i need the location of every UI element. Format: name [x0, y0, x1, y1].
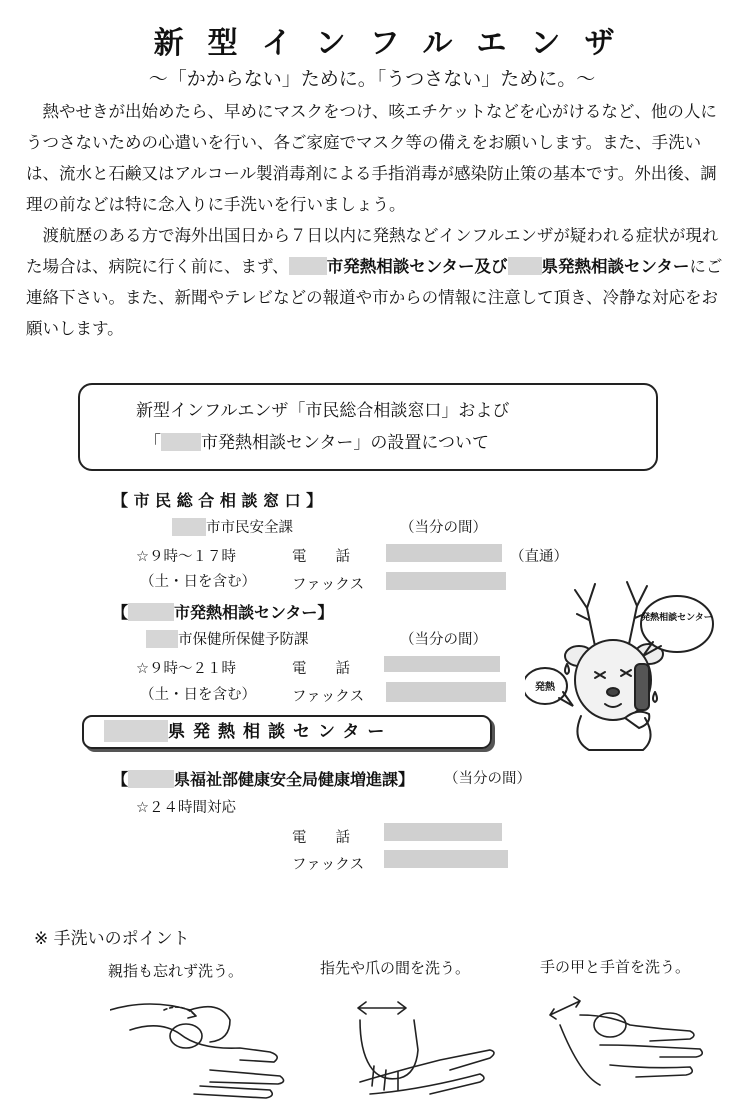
intro-text-1: 熱やせきが出始めたら、早めにマスクをつけ、咳エチケットなどを心がけるなど、他の人にうつさないための心遣いを行い、各ご家庭でマスク等の備えをお願いします。また、手洗いは、流水と石鹸又はアルコール製消毒剤による手指消毒が感染防止策の基本です。外出後、調理の前などは特に念入りに手洗いを行いましょう。 — [26, 102, 717, 214]
notice-line-1: 新型インフルエンザ「市民総合相談窓口」および — [136, 401, 510, 421]
section1-phone-note: （直通） — [510, 549, 568, 565]
fingertip-wash-illustration — [330, 990, 500, 1100]
section3-period: （当分の間） — [444, 771, 531, 787]
section3-fax-label: ファックス — [292, 857, 365, 873]
section1-phone-label: 電 話 — [292, 549, 350, 565]
section3-hours: ☆２４時間対応 — [136, 800, 236, 816]
pref-center-box: 県発熱相談センター — [82, 715, 492, 749]
section1-hours: ☆９時～１７時 — [136, 549, 236, 565]
section3-phone-label: 電 話 — [292, 830, 350, 846]
section2-period: （当分の間） — [400, 632, 487, 648]
section1-phone-redacted — [386, 544, 502, 562]
thumb-wash-illustration — [110, 990, 290, 1100]
section1-fax-redacted — [386, 572, 506, 590]
handwash-caption-2: 指先や爪の間を洗う。 — [320, 959, 471, 977]
deer-mascot-illustration — [525, 568, 725, 758]
mascot-bubble-left: 発熱 — [535, 682, 555, 693]
intro-paragraph-2 — [26, 220, 726, 344]
section2-fax-redacted — [386, 682, 506, 702]
mascot-bubble-right: 発熱相談センター — [641, 612, 713, 622]
section2-heading: 【 市発熱相談センター】 — [112, 603, 334, 622]
page-subtitle: ～「かからない」ために。「うつさない」ために。～ — [148, 68, 596, 90]
handwash-caption-3: 手の甲と手首を洗う。 — [540, 958, 691, 976]
section1-days: （土・日を含む） — [140, 574, 256, 590]
section3-phone-redacted — [384, 823, 502, 841]
section1-heading: 【 市 民 総 合 相 談 窓 口 】 — [112, 491, 323, 510]
section2-fax-label: ファックス — [292, 689, 365, 705]
section2-dept: 市保健所保健予防課 — [146, 628, 309, 649]
intro-text-2: 渡航歴のある方で海外出国日から７日以内に発熱などインフルエンザが疑われる症状が現れた場合は、病院に行く前に、まず、 市発熱相談センター及び 県発熱相談センターにご連絡下さい。また、新聞やテレビなどの報道や市からの情報に注意して頂き、冷静な対応をお願いします。 — [26, 226, 723, 338]
section1-fax-label: ファックス — [292, 577, 365, 593]
section3-fax-redacted — [384, 850, 508, 868]
section3-heading: 【 県福祉部健康安全局健康増進課】 — [112, 770, 415, 789]
section2-days: （土・日を含む） — [140, 687, 256, 703]
redacted-pref — [508, 257, 542, 275]
redacted-city — [289, 257, 327, 275]
notice-box — [78, 383, 658, 471]
section2-hours: ☆９時～２１時 — [136, 661, 236, 677]
section1-dept: 市市民安全課 — [172, 516, 293, 537]
section1-period: （当分の間） — [400, 520, 487, 536]
section2-phone-redacted — [384, 656, 500, 672]
handwash-title: ※ 手洗いのポイント — [34, 929, 190, 949]
section2-phone-label: 電 話 — [292, 661, 350, 677]
notice-line-2: 「 市発熱相談センター」の設置について — [144, 433, 489, 453]
intro-paragraph-1 — [26, 96, 726, 220]
handwash-caption-1: 親指も忘れず洗う。 — [108, 962, 244, 980]
page-title: 新型インフルエンザ — [153, 26, 639, 61]
wrist-wash-illustration — [540, 985, 720, 1095]
